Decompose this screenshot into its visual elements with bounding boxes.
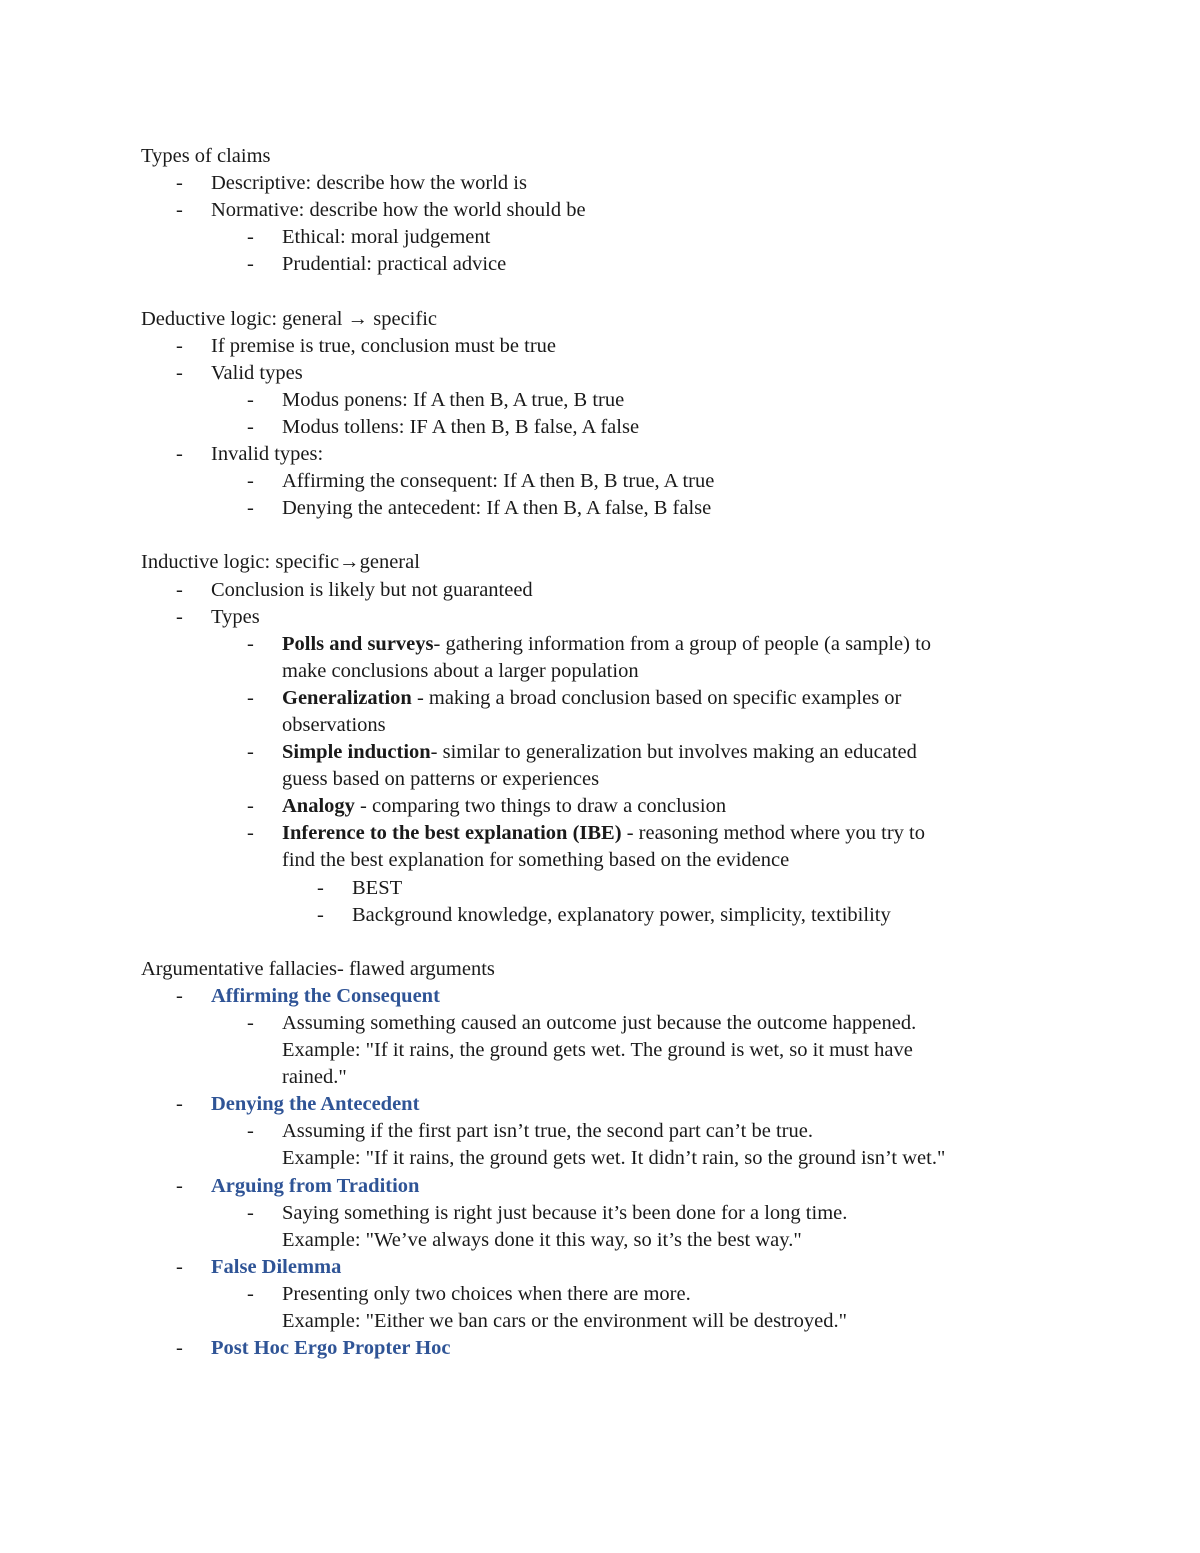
fallacy-name: False Dilemma bbox=[211, 1255, 342, 1278]
list-item: - Ethical: moral judgement bbox=[141, 224, 1061, 251]
bullet-dash: - bbox=[247, 497, 254, 520]
list-item: - Modus ponens: If A then B, A true, B true bbox=[141, 387, 1061, 414]
bullet-dash: - bbox=[247, 226, 254, 249]
bullet-dash: - bbox=[176, 199, 183, 222]
list-item: - Assuming something caused an outcome just because the outcome happened. bbox=[141, 1010, 1061, 1037]
bullet-dash: - bbox=[247, 822, 254, 845]
bullet-dash: - bbox=[176, 361, 183, 384]
list-item: - Presenting only two choices when there are more. bbox=[141, 1281, 1061, 1308]
list-item: - Assuming if the first part isn’t true, the second part can’t be true. bbox=[141, 1118, 1061, 1145]
list-item: - Analogy - comparing two things to draw a conclusion bbox=[141, 793, 1061, 820]
bullet-dash: - bbox=[247, 686, 254, 709]
fallacy-item bbox=[141, 1173, 1061, 1200]
document-page bbox=[141, 143, 1061, 1362]
fallacy-item bbox=[141, 983, 1061, 1010]
list-item: - Prudential: practical advice bbox=[141, 251, 1061, 278]
bullet-dash: - bbox=[176, 1337, 183, 1360]
bullet-dash: - bbox=[176, 578, 183, 601]
bullet-dash: - bbox=[247, 470, 254, 493]
bullet-dash: - bbox=[247, 1120, 254, 1143]
list-item: - Background knowledge, explanatory power, simplicity, textibility bbox=[141, 902, 1061, 929]
list-item: - Descriptive: describe how the world is bbox=[141, 170, 1061, 197]
list-item: - Modus tollens: IF A then B, B false, A false bbox=[141, 414, 1061, 441]
bullet-dash: - bbox=[247, 415, 254, 438]
list-item: - Saying something is right just because it’s been done for a long time. bbox=[141, 1200, 1061, 1227]
list-item: - Polls and surveys- gathering information from a group of people (a sample) to bbox=[141, 631, 1061, 658]
list-item: - Generalization - making a broad conclusion based on specific examples or bbox=[141, 685, 1061, 712]
bullet-dash: - bbox=[247, 1201, 254, 1224]
list-item: - Denying the antecedent: If A then B, A false, B false bbox=[141, 495, 1061, 522]
fallacy-item bbox=[141, 1335, 1061, 1362]
bullet-dash: - bbox=[176, 334, 183, 357]
list-item-continued: observations bbox=[282, 713, 386, 736]
fallacy-name: Affirming the Consequent bbox=[211, 984, 440, 1007]
list-item: - If premise is true, conclusion must be true bbox=[141, 333, 1061, 360]
bullet-dash: - bbox=[176, 605, 183, 628]
fallacy-item bbox=[141, 1254, 1061, 1281]
bullet-dash: - bbox=[247, 632, 254, 655]
bullet-dash: - bbox=[176, 172, 183, 195]
bullet-dash: - bbox=[176, 984, 183, 1007]
list-item: - Valid types bbox=[141, 360, 1061, 387]
example-line: rained." bbox=[282, 1066, 347, 1089]
bullet-dash: - bbox=[247, 741, 254, 764]
list-item-continued: find the best explanation for something based on the evidence bbox=[282, 849, 790, 872]
term: Generalization bbox=[282, 686, 412, 709]
list-item: - Inference to the best explanation (IBE) - reasoning method where you try to bbox=[141, 820, 1061, 847]
term: Analogy bbox=[282, 795, 355, 818]
list-item: - Types bbox=[141, 604, 1061, 631]
section-heading-deductive: Deductive logic: general → specific bbox=[141, 307, 437, 330]
section-heading-claims: Types of claims bbox=[141, 145, 271, 167]
fallacy-name: Post Hoc Ergo Propter Hoc bbox=[211, 1337, 451, 1360]
list-item-continued: guess based on patterns or experiences bbox=[282, 768, 600, 791]
example-line: Example: "If it rains, the ground gets wet. The ground is wet, so it must have bbox=[282, 1039, 913, 1062]
bullet-dash: - bbox=[317, 876, 324, 899]
section-heading-inductive: Inductive logic: specific→general bbox=[141, 551, 420, 574]
bullet-dash: - bbox=[176, 1255, 183, 1278]
bullet-dash: - bbox=[247, 253, 254, 276]
bullet-dash: - bbox=[247, 795, 254, 818]
list-item: - Simple induction- similar to generalization but involves making an educated bbox=[141, 739, 1061, 766]
list-item: - Normative: describe how the world should be bbox=[141, 197, 1061, 224]
list-item: - Conclusion is likely but not guaranteed bbox=[141, 577, 1061, 604]
term: Simple induction bbox=[282, 741, 431, 764]
example-line: Example: "If it rains, the ground gets wet. It didn’t rain, so the ground isn’t wet." bbox=[282, 1147, 946, 1170]
term: Polls and surveys bbox=[282, 632, 434, 655]
term: Inference to the best explanation (IBE) bbox=[282, 822, 622, 845]
list-item-continued: make conclusions about a larger population bbox=[282, 659, 639, 682]
bullet-dash: - bbox=[176, 1174, 183, 1197]
bullet-dash: - bbox=[247, 388, 254, 411]
list-item: - BEST bbox=[141, 875, 1061, 902]
fallacy-name: Denying the Antecedent bbox=[211, 1093, 420, 1116]
section-heading-fallacies: Argumentative fallacies- flawed arguments bbox=[141, 957, 495, 980]
bullet-dash: - bbox=[176, 443, 183, 466]
bullet-dash: - bbox=[247, 1282, 254, 1305]
fallacy-name: Arguing from Tradition bbox=[211, 1174, 420, 1197]
example-line: Example: "We’ve always done it this way, so it’s the best way." bbox=[282, 1228, 802, 1251]
list-item: - Affirming the consequent: If A then B, B true, A true bbox=[141, 468, 1061, 495]
list-item: - Invalid types: bbox=[141, 441, 1061, 468]
fallacy-item bbox=[141, 1091, 1061, 1118]
bullet-dash: - bbox=[247, 1012, 254, 1034]
bullet-dash: - bbox=[317, 903, 324, 926]
bullet-dash: - bbox=[176, 1093, 183, 1116]
example-line: Example: "Either we ban cars or the environment will be destroyed." bbox=[282, 1310, 847, 1333]
